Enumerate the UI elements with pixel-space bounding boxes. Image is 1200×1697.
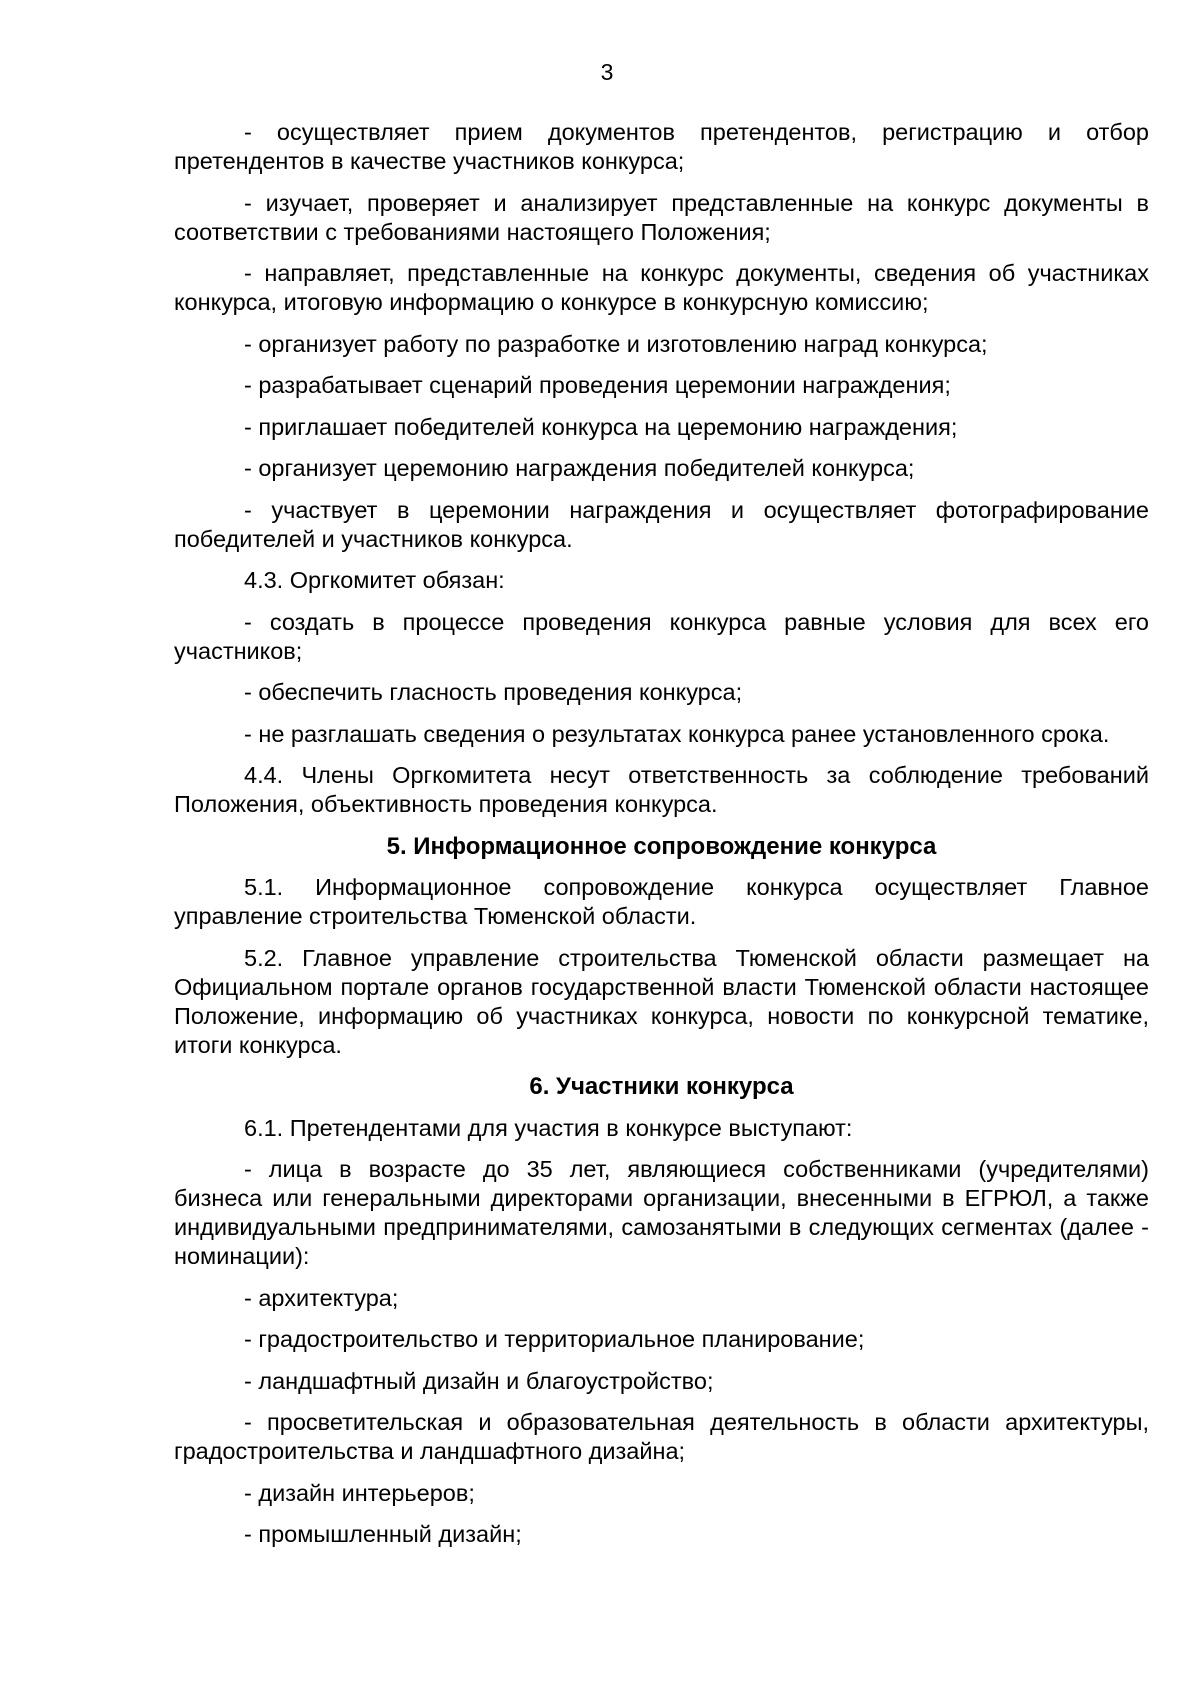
paragraph: 4.3. Оргкомитет обязан: — [244, 567, 505, 593]
paragraph: - промышленный дизайн; — [244, 1521, 522, 1547]
paragraph: - архитектура; — [244, 1284, 399, 1311]
paragraph: 5.2. Главное управление строительства Тюменской области размещает на Официальном портале органов государственной власти Тюменской области настоящее Положение, информацию об участниках конкурса, новости по конкурсной тематике, итоги конкурса. — [174, 944, 1149, 1058]
paragraph: - обеспечить гласность проведения конкурса; — [244, 679, 743, 705]
paragraph: - участвует в церемонии награждения и осуществляет фотографирование победителей и участников конкурса. — [174, 496, 1149, 552]
paragraph: - создать в процессе проведения конкурса равные условия для всех его участников; — [174, 608, 1149, 664]
paragraph: - осуществляет прием документов претендентов, регистрацию и отбор претендентов в качестве участников конкурса; — [174, 119, 1149, 174]
paragraph: - приглашает победителей конкурса на церемонию награждения; — [244, 413, 958, 440]
paragraph: 4.4. Члены Оргкомитета несут ответственность за соблюдение требований Положения, объективность проведения конкурса. — [174, 762, 1149, 817]
paragraph: - организует церемонию награждения победителей конкурса; — [244, 455, 915, 481]
paragraph: 5.1. Информационное сопровождение конкурса осуществляет Главное управление строительства Тюменской области. — [174, 874, 1149, 929]
section-heading: 5. Информационное сопровождение конкурса — [386, 832, 937, 860]
paragraph: - лица в возрасте до 35 лет, являющиеся собственниками (учредителями) бизнеса или генеральными директорами организации, внесенными в ЕГРЮЛ, а также индивидуальными предпринимателями, самозанятыми в следующих сегментах (далее - номинации): — [174, 1156, 1149, 1269]
paragraph: - ландшафтный дизайн и благоустройство; — [244, 1367, 714, 1394]
page-number: 3 — [600, 59, 614, 85]
paragraph: - не разглашать сведения о результатах конкурса ранее установленного срока. — [244, 720, 1110, 747]
paragraph: - разрабатывает сценарий проведения церемонии награждения; — [244, 372, 951, 398]
section-heading: 6. Участники конкурса — [529, 1073, 794, 1100]
paragraph: 6.1. Претендентами для участия в конкурсе выступают: — [244, 1114, 853, 1141]
paragraph: - направляет, представленные на конкурс документы, сведения об участниках конкурса, итоговую информацию о конкурсе в конкурсную комиссию; — [174, 260, 1149, 315]
paragraph: - градостроительство и территориальное планирование; — [244, 1326, 865, 1352]
document-body — [174, 118, 1149, 1549]
paragraph: - просветительская и образовательная деятельность в области архитектуры, градостроительства и ландшафтного дизайна; — [174, 1409, 1149, 1464]
paragraph: - изучает, проверяет и анализирует представленные на конкурс документы в соответствии с требованиями настоящего Положения; — [174, 189, 1149, 245]
paragraph: - дизайн интерьеров; — [244, 1479, 475, 1506]
paragraph: - организует работу по разработке и изготовлению наград конкурса; — [244, 330, 988, 357]
